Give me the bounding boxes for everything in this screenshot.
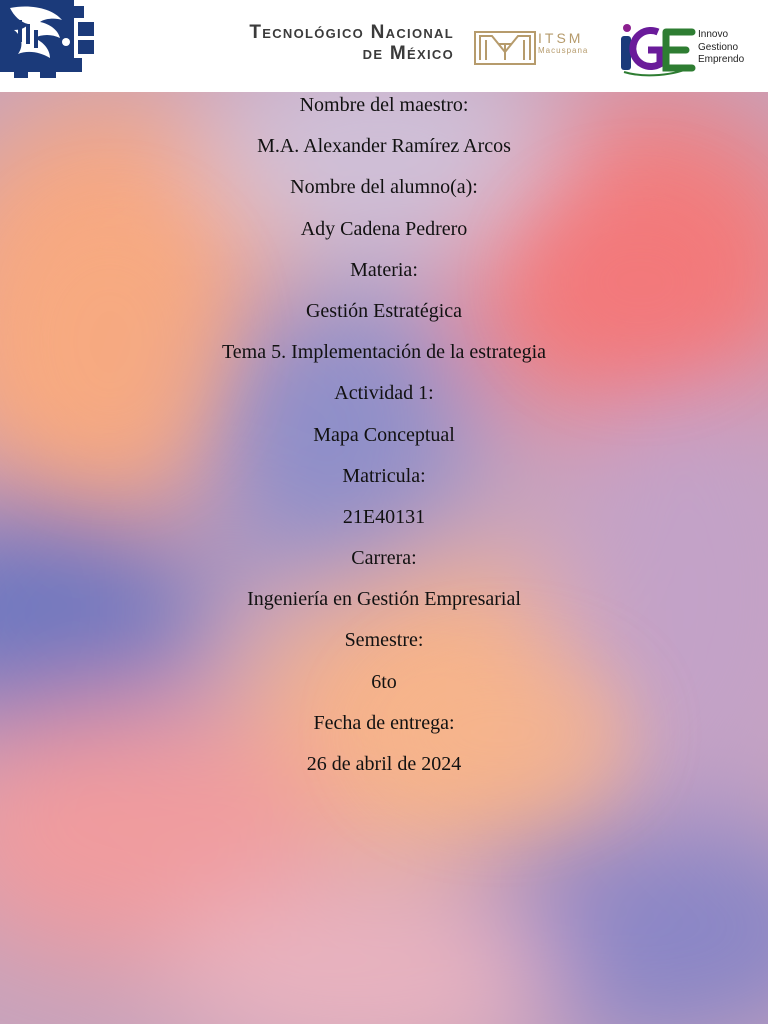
cover-text-block (0, 92, 768, 792)
header-banner (0, 0, 768, 92)
student-label: Nombre del alumno(a): (290, 176, 478, 199)
student-name: Ady Cadena Pedrero (300, 217, 468, 240)
subject-label: Materia: (350, 258, 418, 281)
career-name: Ingeniería en Gestión Empresarial (247, 588, 521, 611)
semester-value: 6to (371, 670, 397, 693)
date-label: Fecha de entrega: (313, 711, 455, 734)
itsm-campus: Macuspana (538, 46, 589, 55)
semester-label: Semestre: (344, 629, 424, 652)
institution-name-line1: Tecnológico Nacional (249, 22, 454, 43)
itsm-name: ITSM (538, 30, 584, 46)
ige-motto (698, 29, 744, 67)
ige-motto-line: Innovo (698, 29, 729, 40)
id-value: 21E40131 (342, 505, 426, 528)
ige-logo (614, 20, 700, 78)
teacher-label: Nombre del maestro: (299, 94, 469, 116)
tecnm-seal-logo (0, 0, 96, 78)
activity-name: Mapa Conceptual (313, 423, 455, 446)
itsm-text (538, 30, 588, 56)
topic-title: Tema 5. Implementación de la estrategia (221, 341, 546, 364)
ige-motto-line: Emprendo (698, 54, 745, 65)
id-label: Matricula: (342, 464, 426, 487)
date-value: 26 de abril de 2024 (306, 753, 462, 775)
activity-label: Actividad 1: (334, 382, 434, 405)
career-label: Carrera: (351, 547, 417, 570)
teacher-name: M.A. Alexander Ramírez Arcos (257, 135, 511, 158)
subject-name: Gestión Estratégica (305, 299, 463, 322)
itsm-monogram-icon (474, 30, 536, 66)
institution-wordmark (164, 22, 454, 64)
itsm-logo (474, 30, 598, 66)
institution-name-line2: de México (362, 43, 454, 64)
ige-motto-line: Gestiono (698, 41, 739, 53)
